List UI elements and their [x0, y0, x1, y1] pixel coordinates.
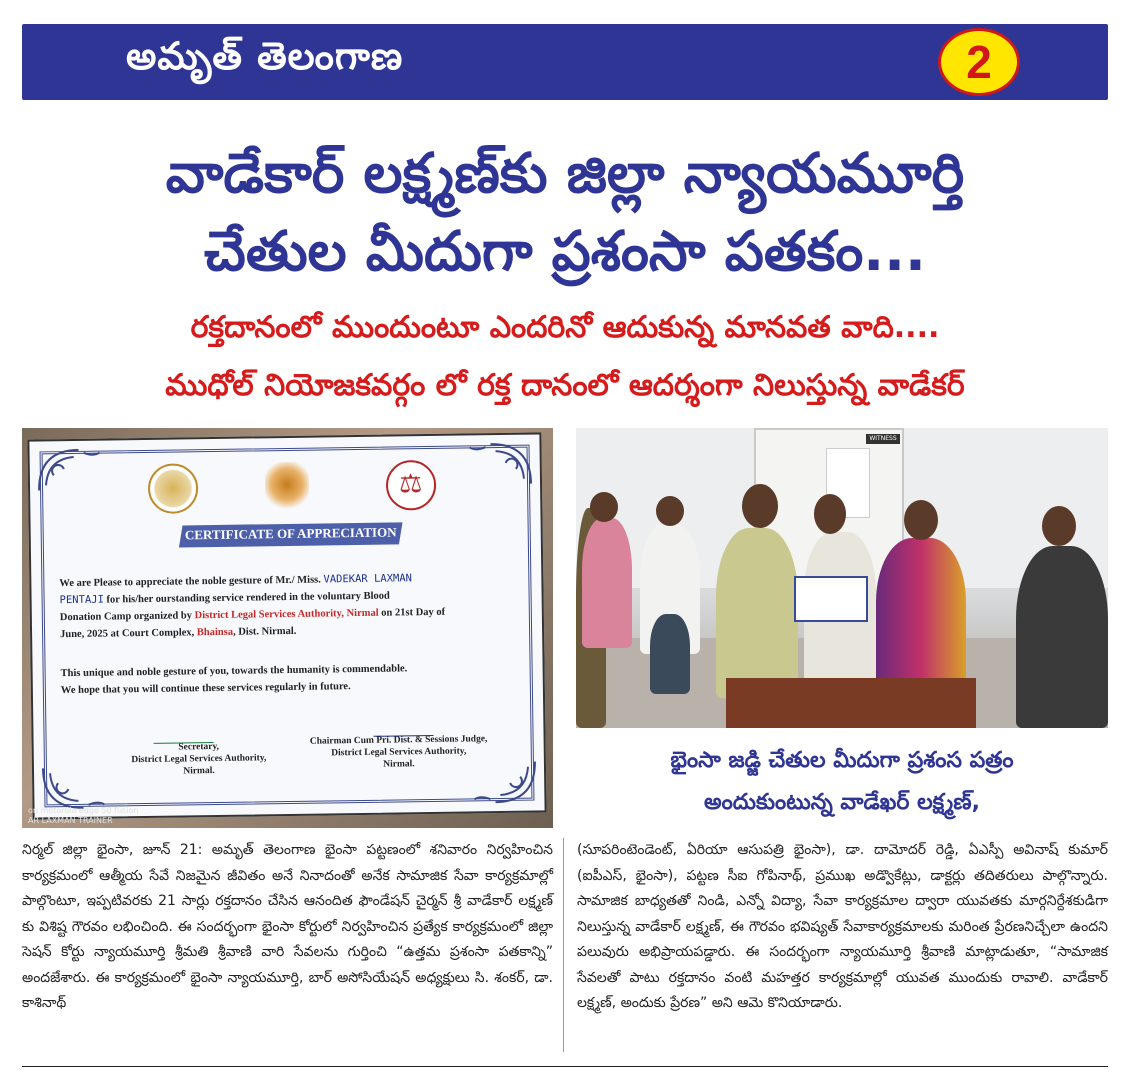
- signatory-line: Nirmal.: [383, 759, 415, 770]
- photo-caption-line-2: అందుకుంటున్న వాడేఖర్ లక్ష్మణ్,: [704, 790, 980, 815]
- witness-sign: WITNESS: [866, 434, 900, 444]
- cert-line-6: , Dist. Nirmal.: [232, 625, 297, 638]
- organizer-name: District Legal Services Authority, Nirmal: [194, 607, 379, 622]
- column-divider: [563, 838, 564, 1052]
- ornament-corner-icon: [465, 439, 536, 490]
- article-column-1: నిర్మల్ జిల్లా భైంసా, జూన్ 21: అమృత్ తెలంగాణ భైంసా పట్టణంలో శనివారం నిర్వహించిన కార్యక్రమంలో ఆత్మీయ సేవే నిజమైన జీవితం అనే నినాదంతో అనేక సామాజిక సేవా కార్యక్రమాల్లో పాల్గొంటూ, ఇప్పటివరకు 21 సార్లు రక్తదానం చేసిన ఆనందిత ఫౌండేషన్ చైర్మన్ శ్రీ వాడేకార్ లక్ష్మణ్ కు విశిష్ట గౌరవం లభించింది. ఈ సందర్భంగా భైంసా కోర్టులో నిర్వహించిన ప్రత్యేక కార్యక్రమంలో జిల్లా సెషన్ కోర్టు న్యాయమూర్తి శ్రీమతి శ్రీవాణి వారి సేవలను గుర్తించి “ఉత్తమ ప్రశంసా పతకాన్ని” అందజేశారు. ఈ కార్యక్రమంలో భైంసా న్యాయమూర్తి, బార్ అసోసియేషన్ అధ్యక్షులు సి. శంకర్, డా. కాశినాథ్: [22, 842, 553, 1011]
- certificate: [27, 432, 546, 819]
- cert-line-1: We are Please to appreciate the noble gesture of Mr./ Miss.: [59, 574, 321, 590]
- signatory-line: Secretary,: [178, 741, 220, 753]
- recipient-name-part-1: VADEKAR LAXMAN: [323, 572, 413, 586]
- cert-closing-2: We hope that you will continue these services regularly in future.: [60, 681, 351, 697]
- signatory-secretary: [104, 740, 294, 779]
- watermark-line: AR LAXMAN TRAINER: [28, 816, 113, 825]
- page-number: 2: [966, 36, 992, 88]
- recipient-name-part-2: PENTAJI: [59, 593, 104, 607]
- cert-closing-1: This unique and noble gesture of you, towards the humanity is commendable.: [60, 663, 408, 680]
- place-name: Bhainsa: [196, 626, 234, 639]
- certificate-title: CERTIFICATE OF APPRECIATION: [184, 524, 397, 543]
- person-pink-shirt: [582, 518, 632, 648]
- ornament-corner-icon: [33, 445, 104, 496]
- signatory-line: Nirmal.: [183, 766, 215, 777]
- camera-watermark: [28, 806, 138, 826]
- watermark-line: on motorola edge 50 fusion: [28, 806, 139, 815]
- person-judge: [876, 538, 966, 698]
- person-trousers: [650, 614, 690, 694]
- headline-line-2: చేతుల మీదుగా ప్రశంసా పతకం...: [204, 219, 926, 283]
- certificate-photo: [22, 428, 553, 828]
- bottom-rule: [22, 1066, 1108, 1067]
- signatory-line: Chairman Cum Pri. Dist. & Sessions Judge,: [309, 734, 488, 747]
- person-head: [904, 500, 938, 540]
- certificate-in-hand: [794, 576, 868, 622]
- signatory-line: District Legal Services Authority,: [131, 753, 267, 766]
- person-recipient: [716, 528, 798, 698]
- masthead-banner: [22, 24, 1108, 100]
- cert-line-3: Donation Camp organized by: [59, 610, 193, 624]
- photo-caption-line-1: భైంసా జడ్జి చేతుల మీదుగా ప్రశంస పత్రం: [670, 748, 1014, 773]
- cert-line-2: for his/her ourstanding service rendered in the voluntary Blood: [106, 590, 390, 606]
- article-column-2: (సూపరింటెండెంట్, ఏరియా ఆసుపత్రి భైంసా), డా. దామోదర్ రెడ్డి, ఏఎస్పీ అవినాష్ కుమార్ (ఐపీఎస్, భైంసా), పట్టణ సీఐ గోపినాథ్, ప్రముఖ అడ్వొకేట్లు, డాక్టర్లు తదితరులు పాల్గొన్నారు. సామాజిక బాధ్యతతో నిండి, ఎన్నో విద్యా, సేవా కార్యక్రమాల ద్వారా యువతకు మార్గనిర్దేశకుడిగా నిలుస్తున్న వాడేకార్ లక్ష్మణ్, ఈ గౌరవం భవిష్యత్ సేవాకార్యక్రమాలకు మరింత ప్రేరణనిచ్చేలా ఉందని పలువురు అభిప్రాయపడ్డారు. ఈ సందర్భంగా న్యాయమూర్తి శ్రీవాణి మాట్లాడుతూ, “సామాజిక సేవలతో పాటు రక్తదానం వంటి మహత్తర కార్యక్రమాల్లో యువత ముందుకు రావాలి. వాడేకార్ లక్ష్మణ్, అందుకు ప్రేరణ” అని ఆమె కొనియాడారు.: [577, 842, 1108, 1011]
- person-head: [656, 496, 684, 526]
- cert-line-4: on 21st Day of: [381, 606, 446, 619]
- newspaper-name: అమృత్ తెలంగాణ: [126, 34, 404, 78]
- subheadline-line-1: రక్తదానంలో ముందుంటూ ఎందరినో ఆదుకున్న మానవత వాది....: [190, 310, 940, 345]
- signatory-chairman: [304, 733, 494, 772]
- headline-line-1: వాడేకార్ లక్ష్మణ్‌కు జిల్లా న్యాయమూర్తి: [165, 141, 965, 205]
- signatory-line: District Legal Services Authority,: [331, 746, 467, 759]
- person-head: [742, 484, 778, 528]
- subheadline-line-2: ముధోల్ నియోజకవర్గం లో రక్త దానంలో ఆదర్శంగా నిలుస్తున్న వాడేకర్: [165, 368, 965, 403]
- page-number-badge: [938, 28, 1020, 96]
- state-emblem-icon: [265, 462, 310, 513]
- person-head: [814, 494, 846, 534]
- court-desk: [726, 678, 976, 728]
- certificate-body: [59, 569, 520, 643]
- person-head: [1042, 506, 1076, 546]
- person-head: [590, 492, 618, 522]
- person-woman-black: [1016, 546, 1108, 728]
- certificate-closing: [61, 659, 521, 699]
- cert-line-5: June, 2025 at Court Complex,: [60, 627, 195, 641]
- ceremony-photo: [576, 428, 1108, 728]
